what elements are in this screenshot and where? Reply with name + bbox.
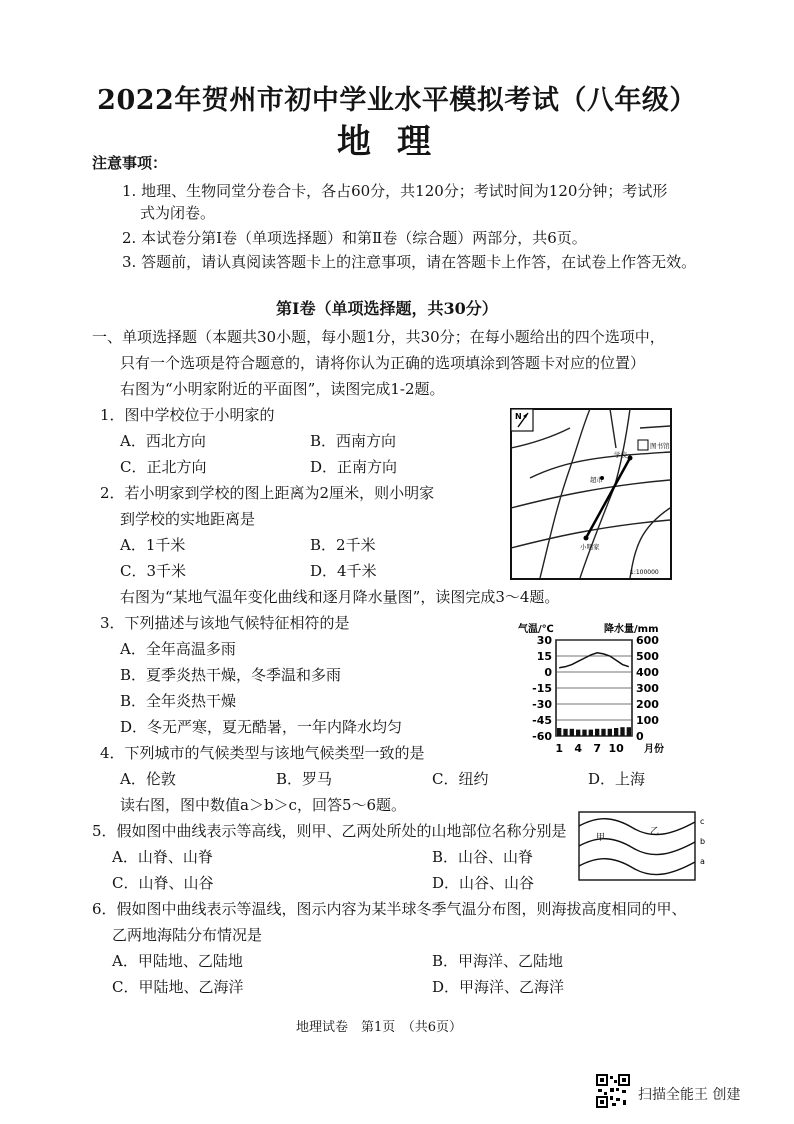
q6-option-c: C．甲陆地、乙海洋 <box>112 978 244 996</box>
contour-label-c: c <box>700 817 705 826</box>
precipitation-bar <box>620 727 624 736</box>
q1-stem: 1．图中学校位于小明家的 <box>100 406 275 424</box>
q6-option-b: B．甲海洋、乙陆地 <box>432 952 564 970</box>
north-arrow-icon <box>511 409 533 431</box>
chart-left-tick-label: -45 <box>532 714 552 727</box>
q6-option-d: D．甲海洋、乙海洋 <box>432 978 565 996</box>
chart-x-tick-label: 4 <box>574 742 582 755</box>
notice-item-3: 3. 答题前，请认真阅读答题卡上的注意事项，请在答题卡上作答，在试卷上作答无效。 <box>122 253 697 271</box>
climate-chart <box>514 618 680 756</box>
chart-x-unit: 月份 <box>644 744 664 755</box>
q6-stem-1: 6．假如图中曲线表示等温线，图示内容为某半球冬季气温分布图，则海拔高度相同的甲、 <box>92 900 687 918</box>
map-bookstore-label: 图书馆 <box>650 442 670 450</box>
precipitation-bar <box>557 728 561 736</box>
q4-option-d: D．上海 <box>588 770 646 788</box>
q2-stem-1: 2．若小明家到学校的图上距离为2厘米，则小明家 <box>100 484 435 502</box>
contour-label-b: b <box>700 837 706 846</box>
q5-option-b: B．山谷、山脊 <box>432 848 534 866</box>
north-label: N <box>515 412 522 421</box>
map-home-label: 小明家 <box>580 543 600 551</box>
q2-option-c: C．3千米 <box>120 562 187 580</box>
chart-right-tick-label: 200 <box>636 698 659 711</box>
q5-stem: 5．假如图中曲线表示等高线，则甲、乙两处所处的山地部位名称分别是 <box>92 822 567 840</box>
precipitation-bar <box>595 729 599 736</box>
chart-x-tick-label: 10 <box>608 742 624 755</box>
chart-right-tick-label: 500 <box>636 650 659 663</box>
q6-stem-2: 乙两地海陆分布情况是 <box>112 926 263 944</box>
q4-option-b: B．罗马 <box>276 770 333 788</box>
q3-option-c: B．全年炎热干燥 <box>120 692 237 710</box>
q2-option-d: D．4千米 <box>310 562 377 580</box>
contour-yi-label: 乙 <box>650 827 660 837</box>
chart-left-tick-label: 0 <box>544 666 552 679</box>
lead-5-6: 读右图，图中数值a＞b＞c，回答5～6题。 <box>120 796 407 814</box>
notice-item-1-cont: 式为闭卷。 <box>140 204 216 222</box>
q1-option-b: B．西南方向 <box>310 432 397 450</box>
precipitation-bar <box>614 728 618 736</box>
chart-right-tick-label: 600 <box>636 634 659 647</box>
contour-jia-label: 甲 <box>596 833 606 843</box>
chart-right-tick-label: 400 <box>636 666 659 679</box>
section-intro-1: 一、单项选择题（本题共30小题，每小题1分，共30分；在每小题给出的四个选项中， <box>92 328 665 346</box>
chart-right-axis-title: 降水量/mm <box>604 624 659 635</box>
q5-option-c: C．山脊、山谷 <box>112 874 214 892</box>
neighborhood-map <box>510 408 672 580</box>
precipitation-bar <box>627 727 631 736</box>
precipitation-bar <box>601 729 605 736</box>
chart-right-tick-label: 100 <box>636 714 659 727</box>
chart-left-tick-label: 15 <box>536 650 552 663</box>
section-title: 第Ⅰ卷（单项选择题，共30分） <box>276 299 498 318</box>
chart-x-tick-label: 1 <box>555 742 563 755</box>
scanner-watermark: 扫描全能王 创建 <box>638 1087 741 1103</box>
precipitation-bar <box>608 729 612 736</box>
precipitation-bar <box>563 729 567 736</box>
notice-item-1: 1. 地理、生物同堂分卷合卡，各占60分，共120分；考试时间为120分钟；考试形 <box>122 182 668 200</box>
exam-title: 2022年贺州市初中学业水平模拟考试（八年级） <box>97 85 697 116</box>
chart-left-tick-label: -60 <box>532 730 552 743</box>
chart-right-tick-label: 300 <box>636 682 659 695</box>
q3-option-d: D．冬无严寒，夏无酷暑，一年内降水均匀 <box>120 718 403 736</box>
notice-item-2: 2. 本试卷分第Ⅰ卷（单项选择题）和第Ⅱ卷（综合题）两部分，共6页。 <box>122 229 587 247</box>
q2-option-b: B．2千米 <box>310 536 376 554</box>
q5-option-d: D．山谷、山谷 <box>432 874 535 892</box>
q3-option-a: A．全年高温多雨 <box>120 640 236 658</box>
q4-stem: 4．下列城市的气候类型与该地气候类型一致的是 <box>100 744 425 762</box>
q3-option-b: B．夏季炎热干燥，冬季温和多雨 <box>120 666 342 684</box>
q3-stem: 3．下列描述与该地气候特征相符的是 <box>100 614 350 632</box>
lead-3-4: 右图为“某地气温年变化曲线和逐月降水量图”，读图完成3～4题。 <box>120 588 560 606</box>
q1-option-a: A．西北方向 <box>120 432 206 450</box>
q6-option-a: A．甲陆地、乙陆地 <box>112 952 243 970</box>
q2-stem-2: 到学校的实地距离是 <box>120 510 256 528</box>
q1-option-c: C．正北方向 <box>120 458 207 476</box>
precipitation-bar <box>589 730 593 736</box>
chart-left-tick-label: -30 <box>532 698 552 711</box>
map-supermarket-label: 超市 <box>590 476 603 484</box>
chart-left-tick-label: -15 <box>532 682 552 695</box>
q5-option-a: A．山脊、山脊 <box>112 848 213 866</box>
precipitation-bar <box>582 730 586 736</box>
q4-option-a: A．伦敦 <box>120 770 176 788</box>
section-intro-2: 只有一个选项是符合题意的，请将你认为正确的选项填涂到答题卡对应的位置） <box>120 354 646 372</box>
subject-title: 地理 <box>337 122 457 162</box>
contour-label-a: a <box>700 857 705 866</box>
chart-left-tick-label: 30 <box>536 634 552 647</box>
chart-x-tick-label: 7 <box>593 742 601 755</box>
chart-left-axis-title: 气温/℃ <box>518 624 554 635</box>
precipitation-bar <box>570 729 574 736</box>
page-footer: 地理试卷 第1页 （共6页） <box>296 1020 463 1035</box>
q2-option-a: A．1千米 <box>120 536 186 554</box>
q1-option-d: D．正南方向 <box>310 458 398 476</box>
contour-figure <box>578 810 712 884</box>
qr-code-icon <box>596 1074 630 1108</box>
map-scale-label: 1:100000 <box>630 569 659 576</box>
notice-heading: 注意事项： <box>92 154 168 172</box>
map-school-label: 学校 <box>614 451 627 459</box>
lead-1-2: 右图为“小明家附近的平面图”，读图完成1-2题。 <box>120 380 445 398</box>
q4-option-c: C．纽约 <box>432 770 489 788</box>
school-marker <box>628 456 633 461</box>
home-marker <box>584 536 589 541</box>
precipitation-bar <box>576 730 580 736</box>
chart-right-tick-label: 0 <box>636 730 644 743</box>
